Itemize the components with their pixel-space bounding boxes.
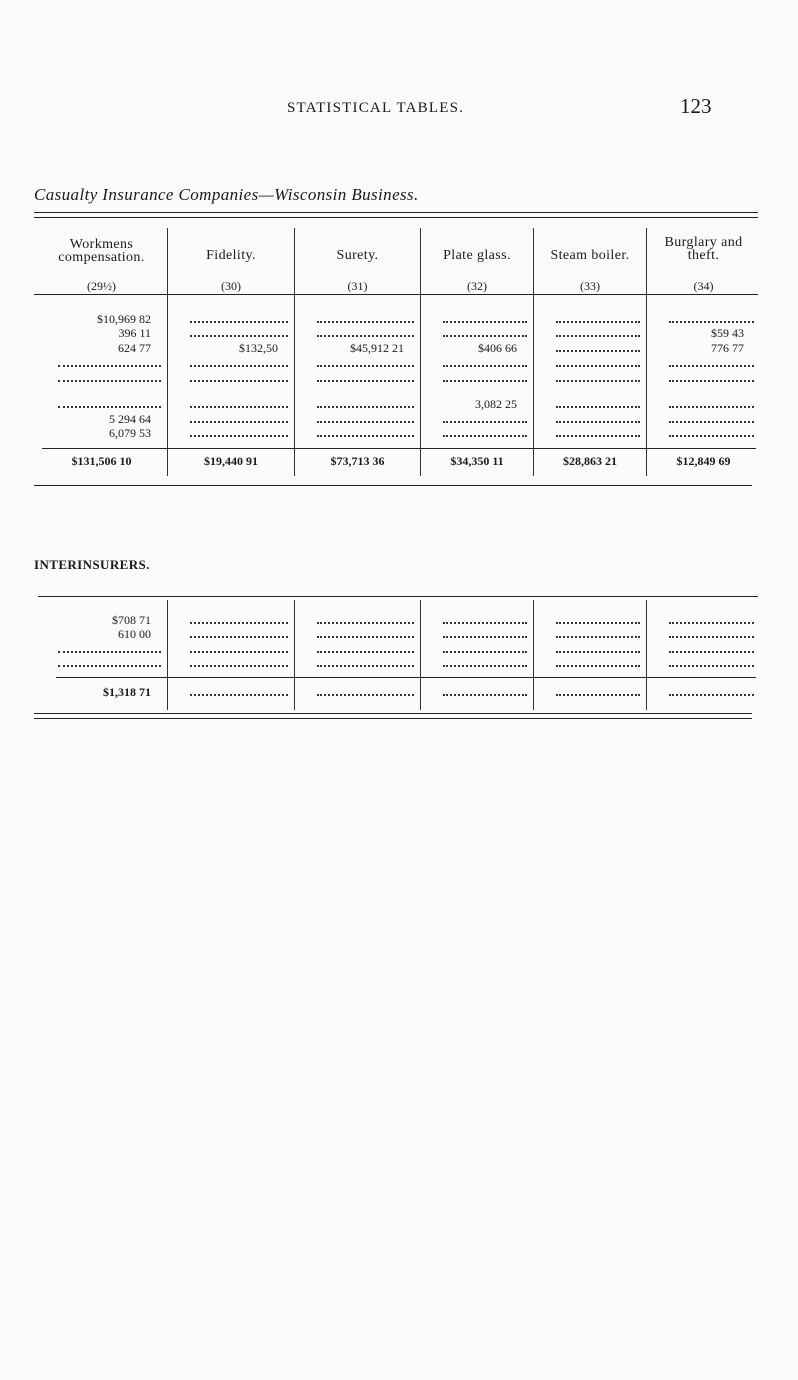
total-cell: $12,849 69 — [676, 455, 731, 468]
column-header: Workmens compensation. — [58, 237, 145, 265]
leader-dots — [443, 661, 527, 667]
leader-dots — [317, 331, 414, 337]
leader-dots — [317, 690, 414, 696]
header-bottom-rule — [34, 294, 758, 295]
leader-dots — [669, 417, 754, 423]
leader-dots — [190, 376, 288, 382]
leader-dots — [443, 417, 527, 423]
leader-dots — [190, 661, 288, 667]
leader-dots — [317, 317, 414, 323]
leader-dots — [443, 361, 527, 367]
leader-dots — [443, 317, 527, 323]
leader-dots — [669, 361, 754, 367]
leader-dots — [190, 361, 288, 367]
column-divider — [533, 600, 534, 710]
leader-dots — [190, 431, 288, 437]
column-header: Burglary and theft. — [664, 235, 743, 263]
leader-dots — [317, 431, 414, 437]
column-header: Fidelity. — [206, 248, 256, 263]
leader-dots — [317, 632, 414, 638]
leader-dots — [669, 632, 754, 638]
leader-dots — [190, 690, 288, 696]
table-cell: $10,969 82 — [97, 313, 151, 326]
leader-dots — [556, 417, 640, 423]
total-cell: $28,863 21 — [563, 455, 617, 468]
leader-dots — [190, 632, 288, 638]
table-cell: $59 43 — [711, 327, 744, 340]
table-bottom-rule — [34, 718, 752, 719]
leader-dots — [190, 417, 288, 423]
leader-dots — [556, 618, 640, 624]
leader-dots — [556, 647, 640, 653]
table-cell: $132,50 — [239, 342, 278, 355]
leader-dots — [556, 632, 640, 638]
leader-dots — [443, 632, 527, 638]
table-bottom-rule — [34, 713, 752, 714]
column-header: Steam boiler. — [550, 248, 630, 263]
leader-dots — [190, 317, 288, 323]
leader-dots — [190, 331, 288, 337]
column-number: (30) — [221, 279, 241, 293]
column-number: (29½) — [87, 279, 116, 293]
table-cell: 610 00 — [118, 628, 151, 641]
leader-dots — [556, 690, 640, 696]
leader-dots — [317, 376, 414, 382]
leader-dots — [556, 361, 640, 367]
leader-dots — [58, 402, 161, 408]
column-divider — [167, 600, 168, 710]
leader-dots — [58, 376, 161, 382]
page-number: 123 — [680, 94, 712, 118]
total-cell: $19,440 91 — [204, 455, 258, 468]
leader-dots — [556, 317, 640, 323]
leader-dots — [669, 690, 754, 696]
leader-dots — [556, 402, 640, 408]
leader-dots — [556, 346, 640, 352]
leader-dots — [443, 690, 527, 696]
column-divider — [420, 228, 421, 476]
leader-dots — [317, 361, 414, 367]
interinsurers-title: INTERINSURERS. — [34, 557, 150, 572]
table-bottom-rule — [34, 485, 752, 486]
total-cell: $73,713 36 — [330, 455, 385, 468]
leader-dots — [669, 618, 754, 624]
column-number: (32) — [467, 279, 487, 293]
leader-dots — [58, 661, 161, 667]
section-title: Casualty Insurance Companies—Wisconsin Business. — [34, 185, 419, 204]
column-divider — [294, 600, 295, 710]
table-cell: 6,079 53 — [109, 427, 151, 440]
total-cell: $34,350 11 — [450, 455, 504, 468]
leader-dots — [443, 376, 527, 382]
column-number: (34) — [693, 279, 714, 293]
leader-dots — [556, 431, 640, 437]
column-divider — [646, 600, 647, 710]
leader-dots — [556, 376, 640, 382]
total-cell: $131,506 10 — [71, 455, 132, 468]
table-cell: $708 71 — [112, 614, 151, 627]
leader-dots — [556, 331, 640, 337]
column-divider — [646, 228, 647, 476]
table-cell: 3,082 25 — [475, 398, 517, 411]
running-head: STATISTICAL TABLES. — [287, 100, 465, 116]
leader-dots — [58, 361, 161, 367]
leader-dots — [317, 402, 414, 408]
totals-rule — [42, 448, 756, 449]
table-cell: 5 294 64 — [109, 413, 151, 426]
column-divider — [167, 228, 168, 476]
leader-dots — [443, 431, 527, 437]
column-header: Plate glass. — [443, 248, 511, 263]
table-top-rule — [34, 217, 758, 218]
leader-dots — [443, 331, 527, 337]
leader-dots — [317, 647, 414, 653]
leader-dots — [669, 402, 754, 408]
totals-rule — [56, 677, 756, 678]
column-number: (31) — [347, 279, 368, 293]
leader-dots — [556, 661, 640, 667]
leader-dots — [58, 647, 161, 653]
table-cell: 624 77 — [118, 342, 151, 355]
leader-dots — [669, 431, 754, 437]
table-top-rule — [34, 212, 758, 213]
table-cell: 396 11 — [118, 327, 151, 340]
leader-dots — [669, 661, 754, 667]
leader-dots — [669, 376, 754, 382]
column-header: Surety. — [336, 248, 379, 263]
leader-dots — [190, 618, 288, 624]
leader-dots — [317, 417, 414, 423]
table-cell: $406 66 — [478, 342, 517, 355]
table-top-rule — [38, 596, 758, 597]
leader-dots — [443, 618, 527, 624]
column-number: (33) — [580, 279, 600, 293]
column-divider — [420, 600, 421, 710]
column-divider — [294, 228, 295, 476]
leader-dots — [317, 661, 414, 667]
leader-dots — [443, 647, 527, 653]
total-cell: $1,318 71 — [103, 686, 151, 699]
leader-dots — [190, 647, 288, 653]
column-divider — [533, 228, 534, 476]
leader-dots — [190, 402, 288, 408]
table-cell: $45,912 21 — [350, 342, 404, 355]
leader-dots — [669, 647, 754, 653]
leader-dots — [669, 317, 754, 323]
leader-dots — [317, 618, 414, 624]
table-cell: 776 77 — [711, 342, 744, 355]
